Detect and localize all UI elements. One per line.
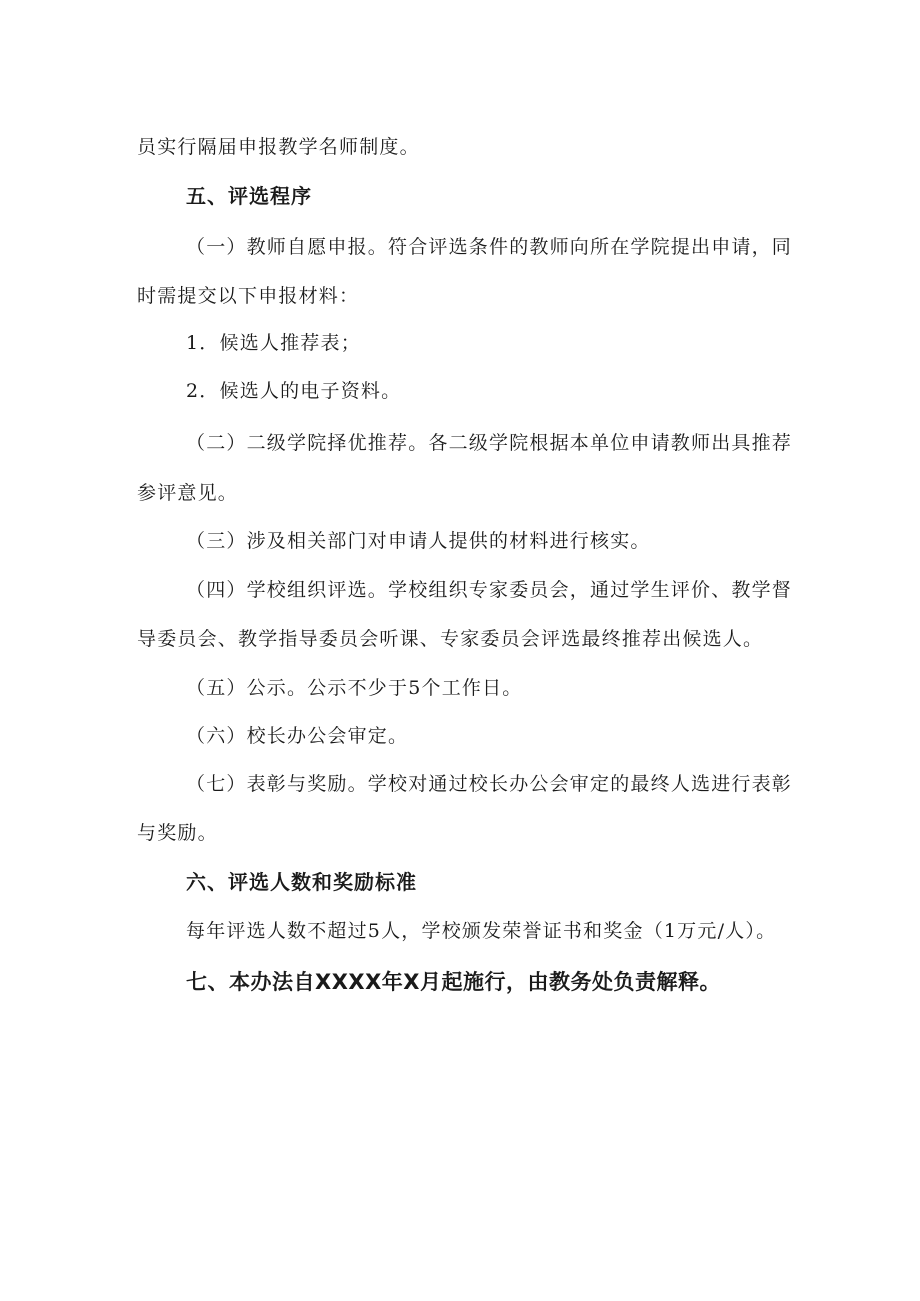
section-5-heading: 五、评选程序	[186, 184, 312, 208]
intro-tail-text: 员实行隔届申报教学名师制度。	[137, 136, 420, 158]
section-5-item-7-line-1: （七）表彰与奖励。学校对通过校长办公会审定的最终人选进行表彰	[186, 773, 793, 795]
section-5-item-5: （五）公示。公示不少于5个工作日。	[186, 677, 523, 699]
section-5-item-4-line-1: （四）学校组织评选。学校组织专家委员会，通过学生评价、教学督	[186, 579, 793, 601]
section-5-item-4-line-2: 导委员会、教学指导委员会听课、专家委员会评选最终推荐出候选人。	[137, 628, 764, 650]
section-5-sub-item-2: 2．候选人的电子资料。	[186, 380, 402, 402]
section-6-heading: 六、评选人数和奖励标准	[186, 870, 417, 894]
section-5-item-1-line-2: 时需提交以下申报材料：	[137, 285, 360, 307]
section-5-item-1-line-1: （一）教师自愿申报。符合评选条件的教师向所在学院提出申请，同	[186, 236, 793, 258]
section-5-sub-item-1: 1．候选人推荐表；	[186, 332, 361, 354]
section-5-item-3: （三）涉及相关部门对申请人提供的材料进行核实。	[186, 530, 651, 552]
section-5-item-2-line-2: 参评意见。	[137, 482, 239, 504]
section-5-item-7-line-2: 与奖励。	[137, 822, 218, 844]
section-5-item-2-line-1: （二）二级学院择优推荐。各二级学院根据本单位申请教师出具推荐	[186, 432, 793, 454]
section-5-item-6: （六）校长办公会审定。	[186, 725, 409, 747]
section-6-body: 每年评选人数不超过5人，学校颁发荣誉证书和奖金（1万元/人）。	[186, 920, 777, 942]
section-7-heading: 七、本办法自XXXX年X月起施行，由教务处负责解释。	[186, 970, 721, 994]
